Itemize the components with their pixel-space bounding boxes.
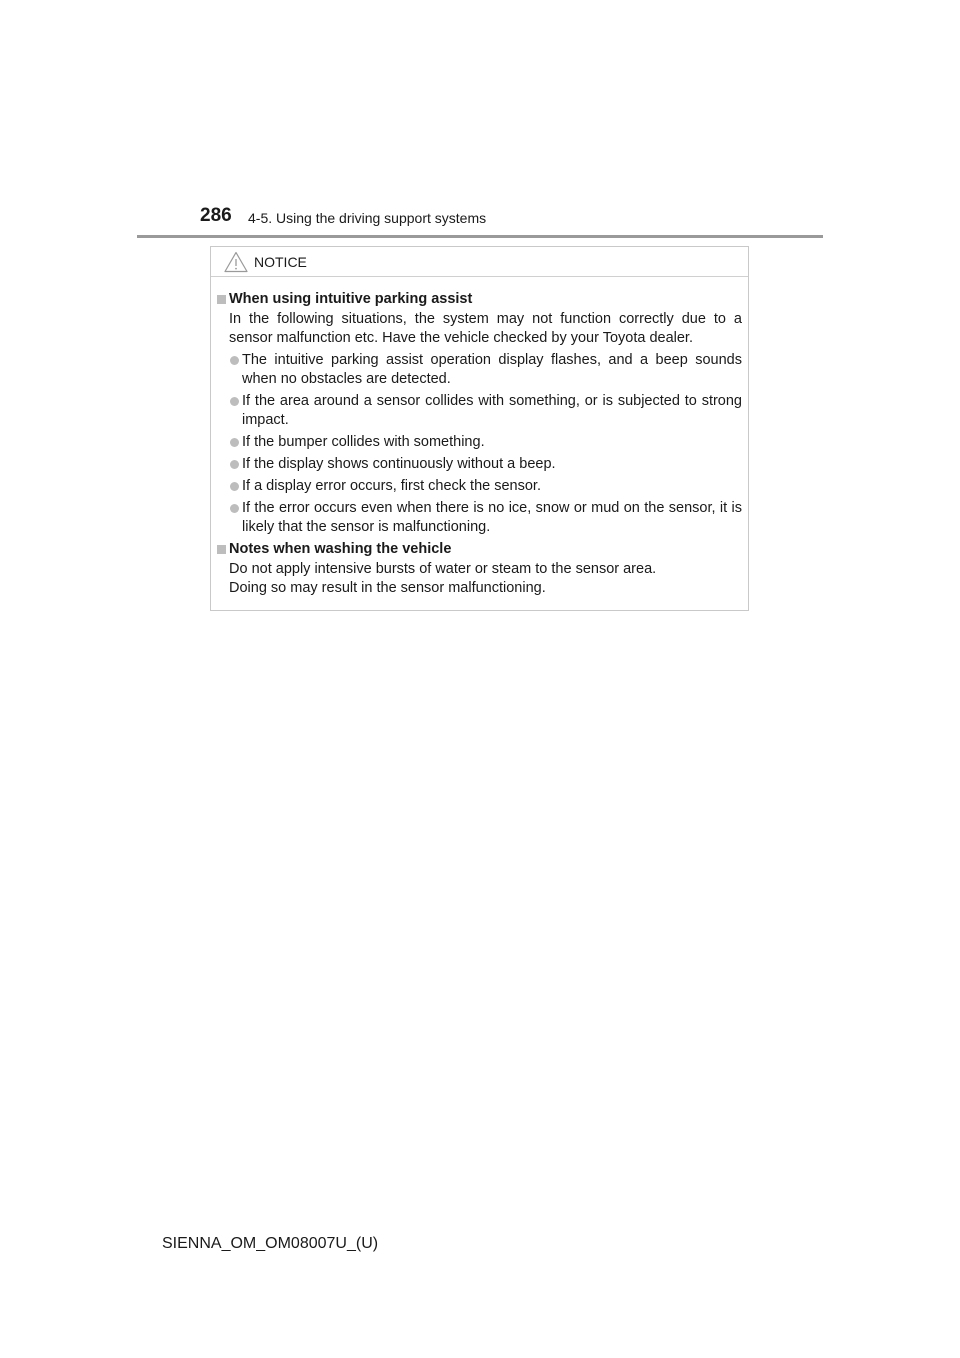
section-title: 4-5. Using the driving support systems	[248, 210, 487, 226]
notice-box	[210, 246, 749, 611]
notice-header	[211, 247, 748, 277]
list-item: The intuitive parking assist operation display flashes, and a beep sounds when no obstacles are detected.	[216, 351, 742, 389]
round-bullet-icon	[230, 482, 239, 491]
section-paragraph: Doing so may result in the sensor malfunctioning.	[229, 580, 546, 596]
square-bullet-icon	[217, 295, 226, 304]
list-item: If the bumper collides with something.	[216, 433, 742, 452]
square-bullet-icon	[217, 545, 226, 554]
round-bullet-icon	[230, 397, 239, 406]
bullet-list	[216, 351, 742, 537]
notice-label: NOTICE	[254, 254, 307, 270]
document-code: SIENNA_OM_OM08007U_(U)	[162, 1235, 379, 1252]
warning-triangle-icon	[224, 251, 248, 273]
list-item: If a display error occurs, first check the sensor.	[216, 477, 742, 496]
section-paragraph: Do not apply intensive bursts of water or steam to the sensor area.	[229, 561, 657, 577]
round-bullet-icon	[230, 356, 239, 365]
notice-body	[211, 277, 748, 598]
page-number: 286	[200, 205, 232, 226]
page-header	[137, 203, 823, 238]
list-item: If the area around a sensor collides with something, or is subjected to strong impact.	[216, 392, 742, 430]
list-item: If the error occurs even when there is no ice, snow or mud on the sensor, it is likely that the sensor is malfunctioning.	[216, 499, 742, 537]
section-paragraph: In the following situations, the system may not function correctly due to a sensor malfunction etc. Have the vehicle checked by your Toyota dealer.	[229, 311, 742, 346]
section-heading: When using intuitive parking assist	[216, 290, 742, 309]
section-heading: Notes when washing the vehicle	[216, 540, 742, 559]
round-bullet-icon	[230, 504, 239, 513]
list-item: If the display shows continuously without a beep.	[216, 455, 742, 474]
round-bullet-icon	[230, 438, 239, 447]
round-bullet-icon	[230, 460, 239, 469]
